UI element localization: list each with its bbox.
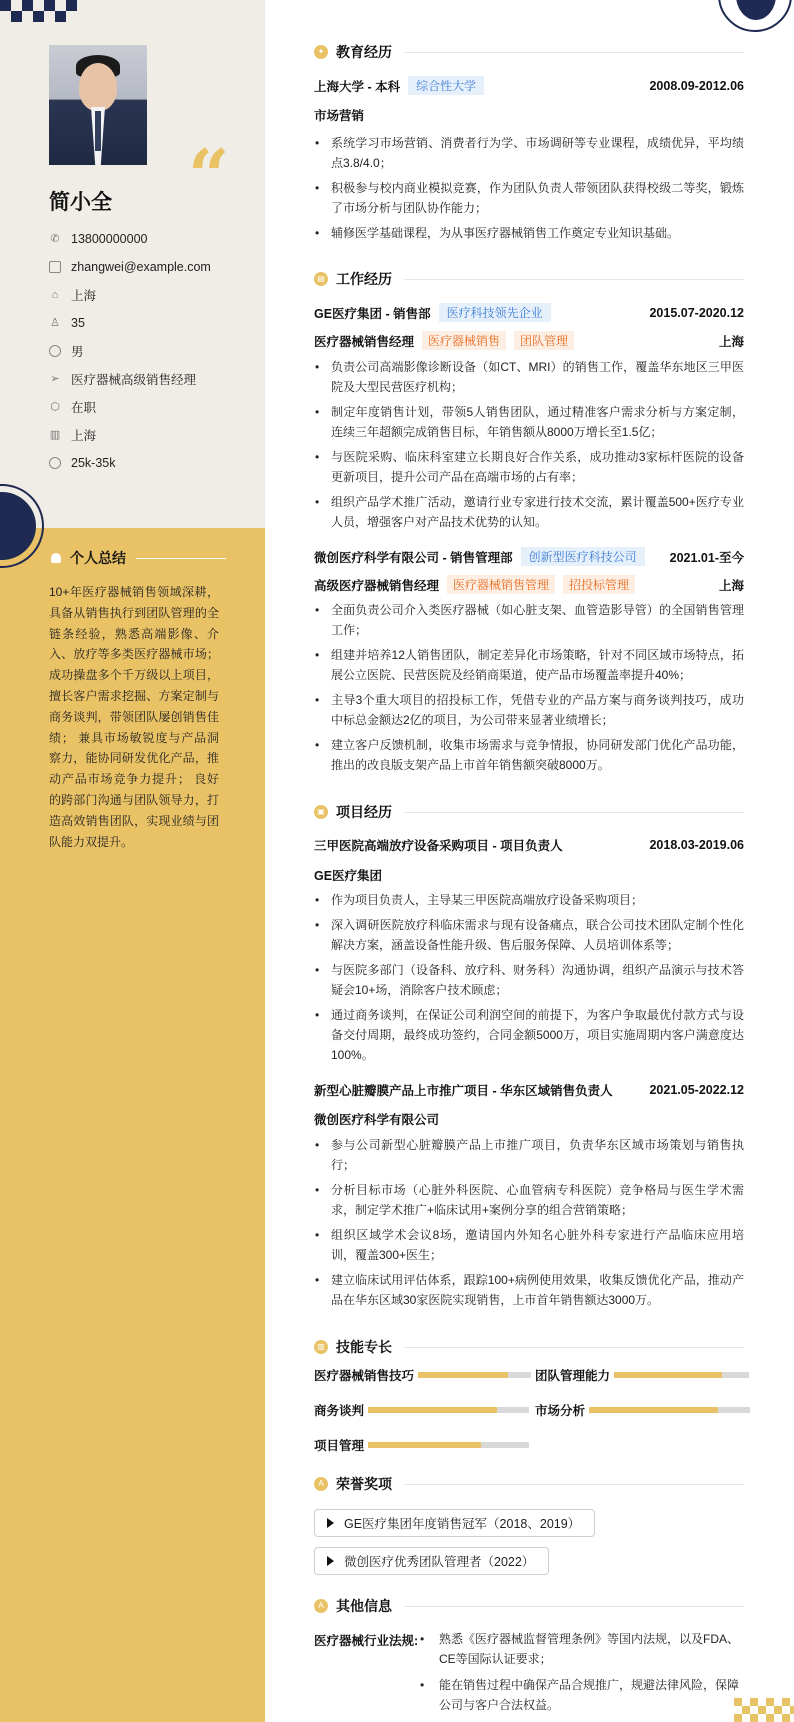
- quote-icon: “: [188, 133, 230, 218]
- skill-bar: [418, 1372, 531, 1378]
- list-item: • 通过商务谈判，在保证公司利润空间的前提下，为客户争取最优付款方式与设备交付周期，最终成功签约，合同金额5000万，项目实施周期内客户满意度达100%。: [314, 1005, 744, 1065]
- email-text: zhangwei@example.com: [71, 260, 211, 274]
- skill-bar-fill: [368, 1442, 481, 1448]
- list-item: • 制定年度销售计划，带领5人销售团队，通过精准客户需求分析与方案定制，连续三年超额完成销售目标，年销售额从8000万增长至1.5亿；: [314, 402, 744, 442]
- role-name: 高级医疗器械销售经理: [314, 578, 440, 593]
- info-salary: [49, 449, 211, 477]
- project-bullets: [314, 890, 744, 1070]
- skill-bar-fill: [418, 1372, 508, 1378]
- other-label: 医疗器械行业法规:: [314, 1634, 419, 1648]
- skill-item: [535, 1401, 750, 1419]
- skill-name: 医疗器械销售技巧: [314, 1369, 415, 1383]
- gender-text: 男: [71, 345, 84, 359]
- checker-decoration-bottom: [734, 1698, 794, 1722]
- user-icon: [51, 553, 61, 563]
- job-row: [314, 547, 744, 566]
- school-tag: 综合性大学: [408, 76, 484, 95]
- list-item: • 熟悉《医疗器械监督管理条例》等国内法规，以及FDA、CE等国际认证要求；: [418, 1629, 748, 1669]
- projects-heading: [314, 802, 744, 822]
- list-item: • 深入调研医院放疗科临床需求与现有设备痛点，联合公司技术团队定制个性化解决方案，涵盖设备性能升级、售后服务保障、人员培训体系等；: [314, 915, 744, 955]
- list-item: • 系统学习市场营销、消费者行为学、市场调研等专业课程，成绩优异，平均绩点3.8/4.0；: [314, 133, 744, 173]
- section-title: 工作经历: [336, 271, 392, 287]
- info-phone: [49, 225, 211, 253]
- award-text: 微创医疗优秀团队管理者（2022）: [344, 1555, 535, 1569]
- list-item: • 主导3个重大项目的招投标工作，凭借专业的产品方案与商务谈判技巧，成功中标总金额达2亿的项目，为公司带来显著业绩增长；: [314, 690, 744, 730]
- list-item: • 组织区域学术会议8场，邀请国内外知名心脏外科专家进行产品临床应用培训，覆盖300+医生；: [314, 1225, 744, 1265]
- list-item: • 组建并培养12人销售团队，制定差异化市场策略，针对不同区域市场特点，拓展公立医院、民营医院及经销商渠道，使产品市场覆盖率提升40%；: [314, 645, 744, 685]
- play-icon: [327, 1556, 334, 1566]
- project-org: 微创医疗科学有限公司: [314, 1113, 440, 1127]
- project-bullets: [314, 1135, 744, 1315]
- trophy-icon: A: [314, 1477, 328, 1491]
- list-item: • 建立客户反馈机制，收集市场需求与竞争情报，协同研发部门优化产品功能，推出的改良版支架产品上市首年销售额突破8000万。: [314, 735, 744, 775]
- list-item: • 负责公司高端影像诊断设备（如CT、MRI）的销售工作，覆盖华东地区三甲医院及大型民营医疗机构；: [314, 357, 744, 397]
- skill-name: 商务谈判: [314, 1404, 365, 1418]
- list-item: • 分析目标市场（心脏外科医院、心血管病专科医院）竞争格局与医生学术需求，制定学术推广+临床试用+案例分享的组合营销策略；: [314, 1180, 744, 1220]
- position-text: 医疗器械高级销售经理: [71, 373, 197, 387]
- other-bullets: [418, 1629, 748, 1721]
- education-heading: [314, 42, 744, 62]
- skill-bar: [368, 1407, 529, 1413]
- award-item: [314, 1547, 549, 1575]
- role-tag: 医疗器械销售: [422, 331, 506, 350]
- checker-decoration: [0, 0, 76, 25]
- info-city: [49, 281, 211, 309]
- info-email: [49, 253, 211, 281]
- job-bullets: [314, 357, 744, 537]
- building-icon: ▥: [49, 429, 61, 441]
- section-title: 项目经历: [336, 804, 392, 820]
- skill-bar-fill: [614, 1372, 722, 1378]
- money-icon: [49, 457, 61, 469]
- education-row: [314, 76, 744, 95]
- job-date: 2021.01-至今: [669, 550, 744, 565]
- section-title: 其他信息: [336, 1598, 392, 1614]
- project-date: 2018.03-2019.06: [649, 838, 744, 852]
- cake-icon: ♙: [50, 317, 60, 329]
- education-bullets: [314, 133, 744, 248]
- project-row: [314, 1081, 744, 1099]
- role-name: 医疗器械销售经理: [314, 334, 415, 349]
- section-title: 教育经历: [336, 44, 392, 60]
- list-item: • 参与公司新型心脏瓣膜产品上市推广项目，负责华东区域市场策划与销售执行；: [314, 1135, 744, 1175]
- school-name: 上海大学 - 本科: [314, 79, 401, 94]
- major: 市场营销: [314, 109, 365, 123]
- skill-bar: [589, 1407, 750, 1413]
- project-org: GE医疗集团: [314, 869, 383, 883]
- target-city-text: 上海: [71, 429, 97, 443]
- play-icon: [327, 1518, 334, 1528]
- job-date: 2015.07-2020.12: [649, 305, 744, 320]
- info-age: [49, 309, 211, 337]
- company-tag: 创新型医疗科技公司: [521, 547, 645, 566]
- skill-bar: [368, 1442, 529, 1448]
- info-icon: A: [314, 1599, 328, 1613]
- project-icon: ▣: [314, 805, 328, 819]
- project-name: 新型心脏瓣膜产品上市推广项目 - 华东区域销售负责人: [314, 1084, 613, 1098]
- list-item: • 组织产品学术推广活动，邀请行业专家进行技术交流，累计覆盖500+医疗专业人员，增强客户对产品技术优势的认知。: [314, 492, 744, 532]
- list-item: • 与医院多部门（设备科、放疗科、财务科）沟通协调，组织产品演示与技术答疑会10+场，消除客户技术顾虑；: [314, 960, 744, 1000]
- city-text: 上海: [71, 289, 97, 303]
- status-text: 在职: [71, 401, 97, 415]
- job-location: 上海: [718, 334, 744, 349]
- skills-heading: [314, 1337, 744, 1357]
- send-icon: ➢: [50, 373, 60, 385]
- age-text: 35: [71, 316, 85, 330]
- phone-text: 13800000000: [71, 232, 148, 246]
- role-row: [314, 331, 744, 350]
- job-row: [314, 303, 744, 322]
- award-text: GE医疗集团年度销售冠军（2018、2019）: [344, 1517, 581, 1531]
- role-tag: 团队管理: [514, 331, 574, 350]
- section-title: 技能专长: [336, 1339, 392, 1355]
- skill-bar: [614, 1372, 749, 1378]
- info-gender: [49, 337, 211, 365]
- company-name: 微创医疗科学有限公司 - 销售管理部: [314, 550, 513, 565]
- skill-name: 市场分析: [535, 1404, 586, 1418]
- candidate-name: 简小全: [49, 191, 112, 214]
- section-title: 荣誉奖项: [336, 1476, 392, 1492]
- education-date: 2008.09-2012.06: [649, 78, 744, 93]
- skill-item: [314, 1436, 529, 1454]
- awards-heading: [314, 1474, 744, 1494]
- salary-text: 25k-35k: [71, 456, 116, 470]
- info-status: [49, 393, 211, 421]
- list-item: • 建立临床试用评估体系，跟踪100+病例使用效果，收集反馈优化产品，推动产品在华东区域30家医院实现销售，上市首年销售额达3000万。: [314, 1270, 744, 1310]
- other-heading: [314, 1596, 744, 1616]
- award-item: [314, 1509, 595, 1537]
- phone-icon: ✆: [50, 233, 60, 245]
- company-name: GE医疗集团 - 销售部: [314, 306, 431, 321]
- list-item: • 积极参与校内商业模拟竞赛，作为团队负责人带领团队获得校级二等奖，锻炼了市场分析与团队协作能力；: [314, 178, 744, 218]
- job-bullets: [314, 600, 744, 780]
- skill-item: [314, 1401, 529, 1419]
- role-row: [314, 575, 744, 594]
- list-item: • 能在销售过程中确保产品合规推广，规避法律风险，保障公司与客户合法权益。: [418, 1675, 748, 1715]
- list-item: • 全面负责公司介入类医疗器械（如心脏支架、血管造影导管）的全国销售管理工作；: [314, 600, 744, 640]
- home-icon: ⌂: [51, 289, 59, 301]
- gender-icon: [49, 345, 61, 357]
- summary-title: 个人总结: [70, 550, 126, 566]
- project-row: [314, 836, 744, 854]
- work-heading: [314, 269, 744, 289]
- info-target-city: [49, 421, 211, 449]
- list-item: • 与医院采购、临床科室建立长期良好合作关系，成功推动3家标杆医院的设备更新项目，提升公司产品在高端市场的占有率；: [314, 447, 744, 487]
- graduation-icon: ✦: [314, 45, 328, 59]
- avatar: [49, 45, 147, 165]
- skill-bar-fill: [368, 1407, 497, 1413]
- skill-name: 团队管理能力: [535, 1369, 611, 1383]
- skill-item: [535, 1366, 749, 1384]
- role-tag: 招投标管理: [563, 575, 635, 594]
- skill-name: 项目管理: [314, 1439, 365, 1453]
- info-position: [49, 365, 211, 393]
- company-tag: 医疗科技领先企业: [439, 303, 551, 322]
- skill-bar-fill: [589, 1407, 718, 1413]
- job-location: 上海: [718, 578, 744, 593]
- contact-info: [49, 225, 211, 477]
- role-tag: 医疗器械销售管理: [447, 575, 555, 594]
- summary-heading: [51, 548, 226, 568]
- hexagon-icon: ⬡: [50, 401, 60, 413]
- skill-item: [314, 1366, 531, 1384]
- list-item: • 作为项目负责人，主导某三甲医院高端放疗设备采购项目；: [314, 890, 744, 910]
- mail-icon: [49, 261, 61, 273]
- summary-text: 10+年医疗器械销售领域深耕，具备从销售执行到团队管理的全链条经验，熟悉高端影像、介入、放疗等多类医疗器械市场； 成功操盘多个千万级以上项目，擅长客户需求挖掘、方案定制与商务谈判，带领团队屡创销售佳绩； 兼具市场敏锐度与产品洞察力，能协同研发优化产品，推动产品市场竞争力提升； 良好的跨部门沟通与团队领导力，打造高效销售团队，实现业绩与团队能力双提升。: [49, 585, 219, 849]
- list-item: • 辅修医学基础课程，为从事医疗器械销售工作奠定专业知识基础。: [314, 223, 744, 243]
- briefcase-icon: ▤: [314, 272, 328, 286]
- chart-icon: ▥: [314, 1340, 328, 1354]
- project-name: 三甲医院高端放疗设备采购项目 - 项目负责人: [314, 839, 563, 853]
- project-date: 2021.05-2022.12: [649, 1083, 744, 1097]
